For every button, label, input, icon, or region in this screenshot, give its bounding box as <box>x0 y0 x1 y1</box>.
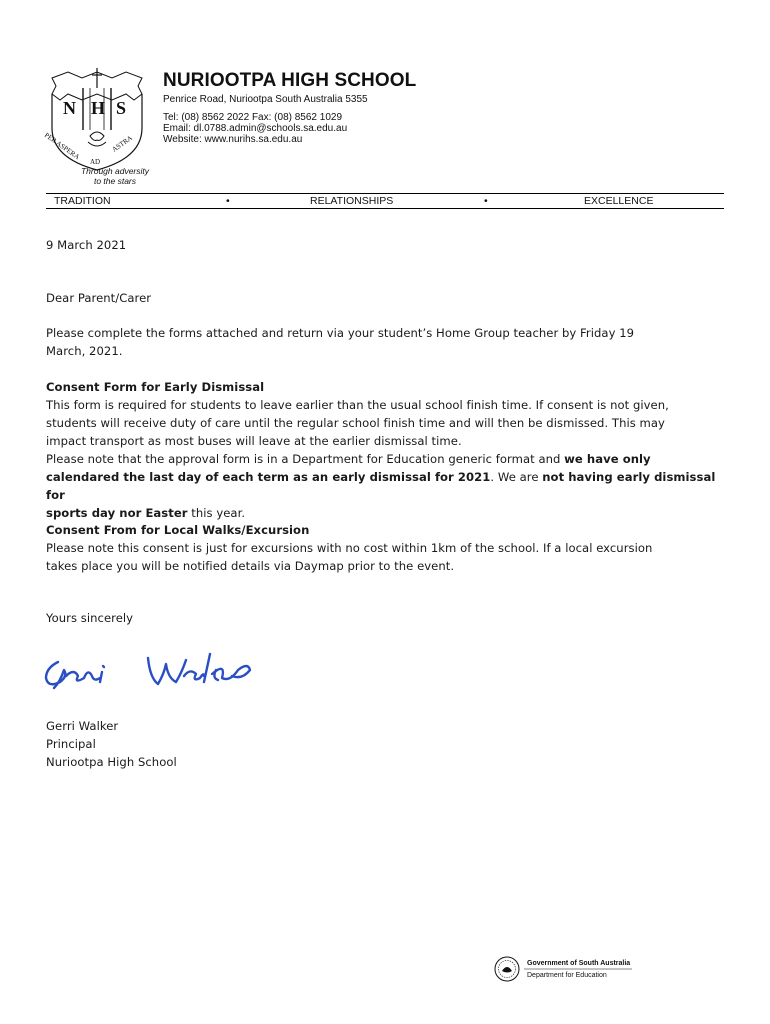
svg-text:PER ASPERA: PER ASPERA <box>42 131 82 162</box>
school-address: Penrice Road, Nuriootpa South Australia 5355 <box>163 94 368 105</box>
letter-closing: Yours sincerely <box>46 611 134 625</box>
letter-salutation: Dear Parent/Carer <box>46 291 152 305</box>
local-walks-heading: Consent From for Local Walks/Excursion <box>46 523 310 537</box>
value-excellence: EXCELLENCE <box>584 195 654 207</box>
svg-text:H: H <box>91 98 106 118</box>
gov-line-2: Department for Education <box>527 972 607 979</box>
school-name: NURIOOTPA HIGH SCHOOL <box>163 70 417 91</box>
government-logo <box>494 955 634 983</box>
value-separator: • <box>484 195 488 207</box>
values-bar <box>46 193 724 209</box>
value-tradition: TRADITION <box>54 195 111 207</box>
early-dismissal-section <box>46 378 726 522</box>
svg-text:AD: AD <box>90 158 101 166</box>
school-phone-fax: Tel: (08) 8562 2022 Fax: (08) 8562 1029 <box>163 112 343 123</box>
section-line <box>46 504 726 522</box>
principal-signature <box>40 648 270 696</box>
text-run-bold: we have only <box>564 452 651 466</box>
school-motto <box>70 166 160 186</box>
school-website: Website: www.nurihs.sa.edu.au <box>163 134 303 145</box>
section-line: Please note this consent is just for excursions with no cost within 1km of the school. If a local excursion <box>46 541 653 555</box>
value-separator: • <box>226 195 230 207</box>
value-relationships: RELATIONSHIPS <box>310 195 394 207</box>
gov-line-1: Government of South Australia <box>527 960 631 967</box>
school-email: Email: dl.0788.admin@schools.sa.edu.au <box>163 123 348 134</box>
intro-paragraph <box>46 324 726 360</box>
intro-line: March, 2021. <box>46 344 123 358</box>
text-run: this year. <box>187 506 246 520</box>
text-run: Please note that the approval form is in a Department for Education generic format and <box>46 452 565 466</box>
section-line: students will receive duty of care until the regular school finish time and will then be dismissed. This may <box>46 416 665 430</box>
section-line: impact transport as most buses will leave at the earlier dismissal time. <box>46 434 462 448</box>
section-line: takes place you will be notified details via Daymap prior to the event. <box>46 559 455 573</box>
svg-text:S: S <box>116 98 127 118</box>
section-line <box>46 468 726 504</box>
text-run-bold: sports day nor Easter <box>46 506 188 520</box>
svg-text:ASTRA: ASTRA <box>110 133 134 154</box>
text-run-bold: calendared the last day of each term as an early dismissal for 2021 <box>46 470 491 484</box>
motto-line-1: Through adversity <box>80 166 150 176</box>
text-run-bold: not having early dismissal for <box>46 470 716 502</box>
section-line: This form is required for students to leave earlier than the usual school finish time. If consent is not given, <box>46 398 669 412</box>
local-walks-section <box>46 521 726 575</box>
signer-title: Principal <box>46 737 96 751</box>
signer-school: Nuriootpa High School <box>46 755 177 769</box>
letter-date: 9 March 2021 <box>46 238 127 252</box>
intro-line: Please complete the forms attached and return via your student’s Home Group teacher by Friday 19 <box>46 326 635 340</box>
section-line <box>46 450 726 468</box>
motto-line-2: to the stars <box>93 176 137 186</box>
text-run: . We are <box>490 470 543 484</box>
signer-block <box>46 717 726 771</box>
school-crest-icon <box>38 66 156 174</box>
signer-name: Gerri Walker <box>46 719 119 733</box>
svg-text:N: N <box>63 98 76 118</box>
early-dismissal-heading: Consent Form for Early Dismissal <box>46 380 265 394</box>
